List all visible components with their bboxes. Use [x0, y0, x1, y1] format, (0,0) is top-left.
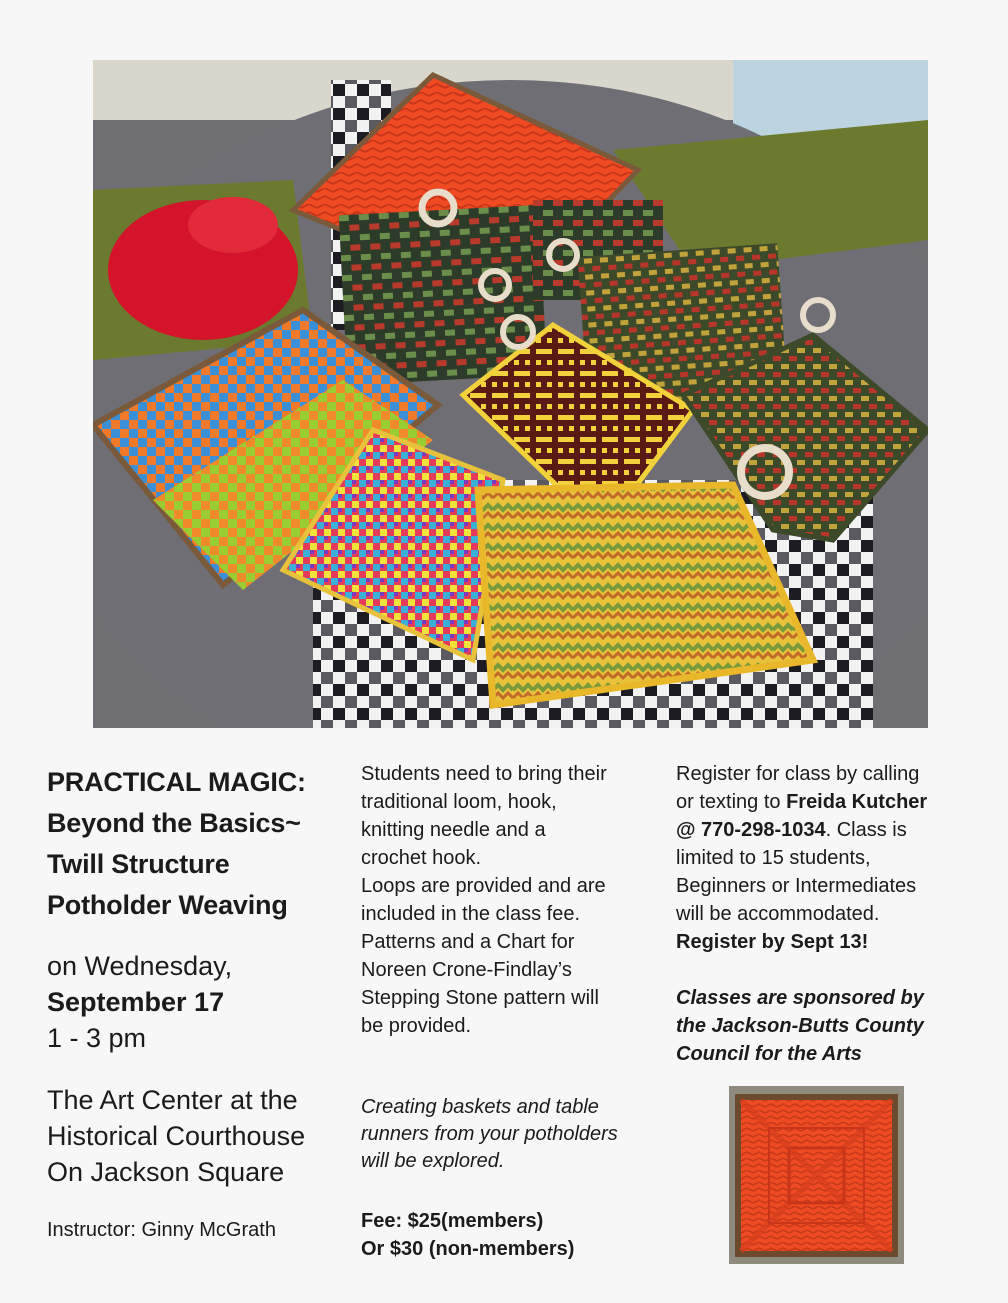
text-line: Stepping Stone pattern will — [361, 987, 599, 1009]
text-line: included in the class fee. — [361, 903, 581, 925]
text-line: Classes are sponsored by — [676, 987, 924, 1009]
fee-line: Fee: $25(members) — [361, 1210, 544, 1232]
title-line: Beyond the Basics~ — [47, 808, 301, 838]
text-line: Creating baskets and table — [361, 1096, 599, 1118]
text-line: Council for the Arts — [676, 1043, 862, 1065]
text-line — [676, 816, 986, 844]
orange-weave-photo — [729, 1086, 904, 1264]
sponsor-note — [676, 984, 986, 1068]
text-line: limited to 15 students, — [676, 847, 871, 869]
text-line: Patterns and a Chart for — [361, 931, 575, 953]
text-line: traditional loom, hook, — [361, 791, 557, 813]
text-line: runners from your potholders — [361, 1123, 618, 1145]
requirements-text — [361, 760, 661, 1040]
location-line: On Jackson Square — [47, 1157, 285, 1187]
text-line: Students need to bring their — [361, 763, 607, 785]
event-title — [47, 762, 347, 926]
registration-text — [676, 760, 986, 956]
text-line: will be accommodated. — [676, 903, 880, 925]
details-column — [361, 760, 661, 1263]
location-line: Historical Courthouse — [47, 1121, 306, 1151]
text-line: Loops are provided and are — [361, 875, 606, 897]
text-line: will be explored. — [361, 1150, 505, 1172]
text-line: Noreen Crone-Findlay’s — [361, 959, 572, 981]
text-line — [676, 788, 986, 816]
text-line: knitting needle and a — [361, 819, 546, 841]
event-time: 1 - 3 pm — [47, 1023, 147, 1053]
fee-info — [361, 1207, 661, 1263]
title-line: Potholder Weaving — [47, 890, 288, 920]
event-date — [47, 948, 347, 1056]
location-line: The Art Center at the — [47, 1085, 298, 1115]
hero-photo — [93, 60, 928, 728]
title-line: Twill Structure — [47, 849, 230, 879]
fee-line: Or $30 (non-members) — [361, 1238, 575, 1260]
contact-name: Freida Kutcher — [786, 791, 928, 813]
event-location — [47, 1082, 347, 1190]
instructor: Instructor: Ginny McGrath — [47, 1219, 276, 1241]
event-day: on Wednesday, — [47, 951, 233, 981]
text-line: be provided. — [361, 1015, 472, 1037]
text-span: or texting to — [676, 791, 787, 813]
registration-deadline: Register by Sept 13! — [676, 931, 869, 953]
text-line: the Jackson-Butts County — [676, 1015, 924, 1037]
orange-weave-illustration — [729, 1086, 904, 1264]
title-line: PRACTICAL MAGIC: — [47, 767, 306, 797]
contact-phone[interactable]: @ 770-298-1034 — [676, 819, 826, 841]
event-info-column — [47, 760, 347, 1244]
explore-note — [361, 1094, 661, 1175]
text-span: . Class is — [825, 819, 907, 841]
text-line: crochet hook. — [361, 847, 482, 869]
event-date-text: September 17 — [47, 987, 225, 1017]
registration-column — [676, 760, 986, 1068]
text-line: Register for class by calling — [676, 763, 920, 785]
text-line: Beginners or Intermediates — [676, 875, 917, 897]
potholders-illustration — [93, 60, 928, 728]
